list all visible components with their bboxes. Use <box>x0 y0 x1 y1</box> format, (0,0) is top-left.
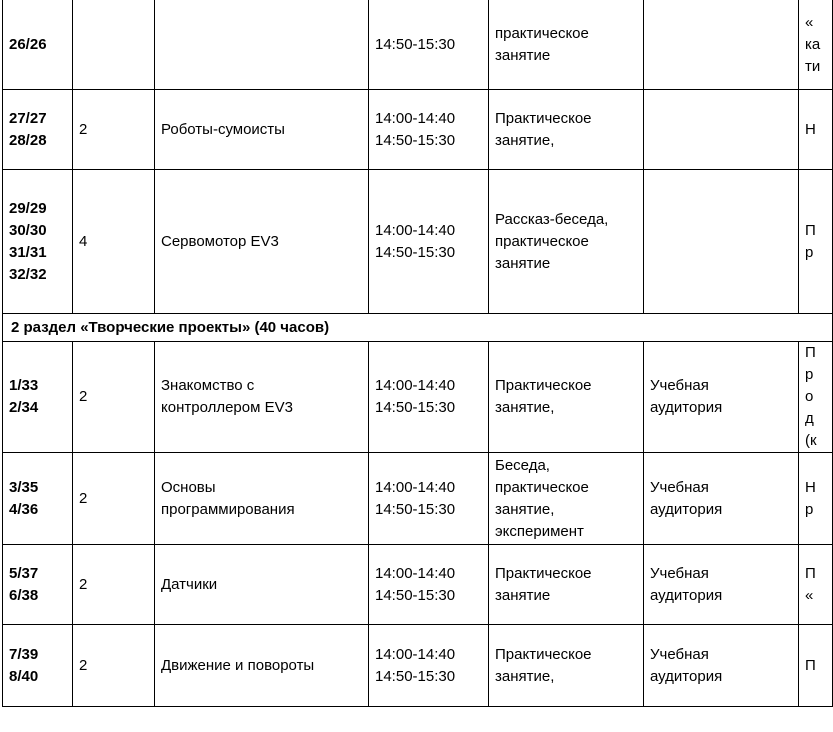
lesson-place-line: Учебная <box>650 478 709 496</box>
control-form-line: р <box>805 243 814 261</box>
lesson-time-line: 14:00-14:40 <box>375 109 456 127</box>
lesson-time <box>369 453 489 545</box>
lesson-form <box>489 342 644 453</box>
lesson-form-line: занятие, <box>495 667 555 685</box>
lesson-form-line: занятие <box>495 586 551 604</box>
table-row <box>3 170 833 314</box>
lesson-place <box>644 342 799 453</box>
control-form-line: р <box>805 500 814 518</box>
control-form-line: « <box>805 13 814 31</box>
lesson-time <box>369 0 489 90</box>
lesson-time-line: 14:50-15:30 <box>375 586 456 604</box>
control-form-line: Н <box>805 478 816 496</box>
lesson-time-line: 14:50-15:30 <box>375 131 456 149</box>
topic-name-line: Роботы-сумоисты <box>161 120 285 138</box>
control-form-line: П <box>805 221 816 239</box>
hours-count-value: 2 <box>79 388 88 405</box>
lesson-form-line: эксперимент <box>495 522 584 540</box>
schedule-body <box>3 0 833 707</box>
hours-count <box>73 625 155 707</box>
lesson-number-line: 3/35 <box>9 478 39 496</box>
lesson-number <box>3 453 73 545</box>
topic-name-line: Сервомотор EV3 <box>161 232 279 250</box>
hours-count-value: 2 <box>79 489 88 507</box>
lesson-place-line: аудитория <box>650 500 723 518</box>
control-form <box>799 545 833 625</box>
hours-count <box>73 170 155 314</box>
lesson-number-line: 5/37 <box>9 564 39 582</box>
control-form <box>799 453 833 545</box>
lesson-time-line: 14:00-14:40 <box>375 478 456 496</box>
control-form-line: д <box>805 410 814 427</box>
topic-name-line: Знакомство с <box>161 377 255 394</box>
lesson-place-line: Учебная <box>650 377 709 394</box>
lesson-time-line: 14:00-14:40 <box>375 377 456 394</box>
lesson-time-line: 14:00-14:40 <box>375 645 456 663</box>
lesson-form-line: практическое <box>495 24 589 42</box>
control-form-line: П <box>805 344 816 361</box>
lesson-number-line: 8/40 <box>9 667 39 685</box>
hours-count <box>73 545 155 625</box>
lesson-number-line: 27/27 <box>9 109 47 127</box>
hours-count-value: 4 <box>79 232 88 250</box>
topic-name-line: программирования <box>161 500 295 518</box>
hours-count-value: 2 <box>79 656 88 674</box>
control-form-line: р <box>805 366 814 383</box>
lesson-number-line: 30/30 <box>9 221 47 239</box>
lesson-time <box>369 90 489 170</box>
topic-name <box>155 545 369 625</box>
lesson-number-line: 26/26 <box>9 35 47 53</box>
control-form <box>799 625 833 707</box>
lesson-form <box>489 90 644 170</box>
table-row <box>3 0 833 90</box>
lesson-place <box>644 0 799 90</box>
lesson-form-line: практическое <box>495 232 589 250</box>
lesson-place <box>644 170 799 314</box>
lesson-form <box>489 453 644 545</box>
lesson-time-line: 14:50-15:30 <box>375 399 456 416</box>
topic-name <box>155 453 369 545</box>
control-form <box>799 342 833 453</box>
lesson-place <box>644 453 799 545</box>
hours-count-value: 2 <box>79 120 88 138</box>
table-row <box>3 90 833 170</box>
section-header-row <box>3 314 833 342</box>
lesson-place-line: аудитория <box>650 667 723 685</box>
schedule-table <box>2 0 833 707</box>
lesson-place-line: аудитория <box>650 399 723 416</box>
hours-count <box>73 0 155 90</box>
lesson-number-line: 7/39 <box>9 645 39 663</box>
lesson-form-line: Беседа, <box>495 456 550 474</box>
lesson-time-line: 14:50-15:30 <box>375 667 456 685</box>
lesson-number <box>3 342 73 453</box>
lesson-number-line: 31/31 <box>9 243 47 261</box>
topic-name <box>155 342 369 453</box>
lesson-form-line: Практическое <box>495 645 592 663</box>
topic-name <box>155 90 369 170</box>
topic-name-line: Основы <box>161 478 216 496</box>
lesson-place-line: Учебная <box>650 645 709 663</box>
lesson-form-line: Рассказ-беседа, <box>495 210 609 228</box>
lesson-place-line: Учебная <box>650 564 709 582</box>
topic-name-line: контроллером EV3 <box>161 399 293 416</box>
lesson-form-line: Практическое <box>495 564 592 582</box>
control-form-line: ти <box>805 57 821 75</box>
lesson-time <box>369 342 489 453</box>
hours-count <box>73 342 155 453</box>
lesson-form-line: занятие, <box>495 399 555 416</box>
lesson-number <box>3 170 73 314</box>
lesson-number-line: 29/29 <box>9 199 47 217</box>
lesson-number-line: 4/36 <box>9 500 39 518</box>
control-form-line: о <box>805 388 814 405</box>
control-form <box>799 90 833 170</box>
lesson-form <box>489 170 644 314</box>
lesson-form <box>489 625 644 707</box>
lesson-form-line: Практическое <box>495 377 592 394</box>
lesson-form-line: Практическое <box>495 109 592 127</box>
lesson-number-line: 6/38 <box>9 586 39 604</box>
lesson-number-line: 32/32 <box>9 265 47 283</box>
lesson-number <box>3 625 73 707</box>
lesson-time-line: 14:00-14:40 <box>375 221 456 239</box>
lesson-number-line: 28/28 <box>9 131 47 149</box>
lesson-form-line: занятие <box>495 46 551 64</box>
control-form <box>799 0 833 90</box>
lesson-form-line: практическое <box>495 478 589 496</box>
control-form-line: П <box>805 656 816 674</box>
hours-count-value: 2 <box>79 575 88 593</box>
lesson-time-line: 14:50-15:30 <box>375 243 456 261</box>
control-form-line: П <box>805 564 816 582</box>
lesson-number-line: 1/33 <box>9 377 39 394</box>
lesson-time <box>369 170 489 314</box>
lesson-place-line: аудитория <box>650 586 723 604</box>
lesson-time <box>369 625 489 707</box>
topic-name-line: Движение и повороты <box>161 656 315 674</box>
control-form-line: « <box>805 586 814 604</box>
lesson-form <box>489 545 644 625</box>
lesson-place <box>644 625 799 707</box>
lesson-form-line: занятие <box>495 254 551 272</box>
lesson-number <box>3 0 73 90</box>
lesson-time-line: 14:50-15:30 <box>375 500 456 518</box>
topic-name-line: Датчики <box>161 575 218 593</box>
hours-count <box>73 90 155 170</box>
lesson-form-line: занятие, <box>495 131 555 149</box>
lesson-time-line: 14:50-15:30 <box>375 35 456 53</box>
lesson-place <box>644 545 799 625</box>
lesson-place <box>644 90 799 170</box>
lesson-number <box>3 545 73 625</box>
topic-name <box>155 0 369 90</box>
section-title: 2 раздел «Творческие проекты» (40 часов) <box>3 314 833 342</box>
control-form-line: (к <box>805 432 817 449</box>
control-form-line: Н <box>805 120 816 138</box>
lesson-time-line: 14:00-14:40 <box>375 564 456 582</box>
topic-name <box>155 170 369 314</box>
table-row <box>3 625 833 707</box>
lesson-number-line: 2/34 <box>9 399 39 416</box>
hours-count <box>73 453 155 545</box>
lesson-form-line: занятие, <box>495 500 555 518</box>
lesson-time <box>369 545 489 625</box>
lesson-form <box>489 0 644 90</box>
topic-name <box>155 625 369 707</box>
control-form <box>799 170 833 314</box>
table-row <box>3 342 833 453</box>
table-row <box>3 545 833 625</box>
control-form-line: ка <box>805 35 821 53</box>
table-row <box>3 453 833 545</box>
lesson-number <box>3 90 73 170</box>
